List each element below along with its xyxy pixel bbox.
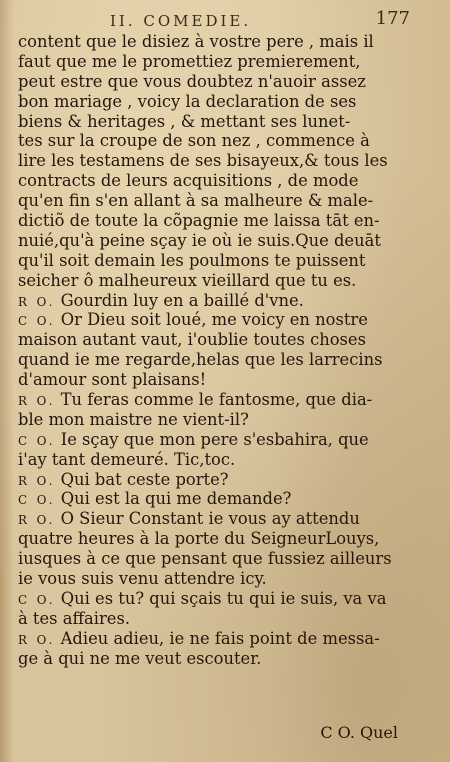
speaker-tag: C O.	[18, 433, 56, 448]
line-text: Qui bat ceste porte?	[60, 469, 229, 489]
speaker-tag: C O.	[18, 592, 56, 607]
text-line	[18, 470, 394, 490]
text-line	[18, 489, 394, 509]
line-text: dictiõ de toute la cõpagnie me laissa tāt en-	[18, 211, 380, 231]
line-text: ble mon maistre ne vient-il?	[18, 409, 249, 429]
text-line	[18, 251, 394, 271]
text-line	[18, 191, 394, 211]
line-text: quand ie me regarde,helas que les larrecins	[18, 350, 383, 370]
line-text: Tu feras comme le fantosme, que dia-	[60, 390, 373, 410]
text-line	[18, 112, 394, 132]
line-text: Qui es tu? qui sçais tu qui ie suis, va va	[60, 588, 387, 608]
line-text: nuié,qu'à peine sçay ie où ie suis.Que deuāt	[18, 230, 381, 250]
line-text: faut que me le promettiez premierement,	[18, 51, 361, 71]
line-text: d'amour sont plaisans!	[18, 370, 207, 390]
speaker-tag: C O.	[18, 493, 56, 508]
text-line	[18, 450, 394, 470]
text-line	[18, 649, 394, 669]
running-head	[110, 4, 410, 30]
text-line	[18, 330, 394, 350]
line-text: i'ay tant demeuré. Tic,toc.	[18, 449, 236, 469]
text-line	[18, 609, 394, 629]
text-line	[18, 52, 394, 72]
text-line	[18, 350, 394, 370]
line-text: ie vous suis venu attendre icy.	[18, 569, 267, 589]
line-text: tes sur la croupe de son nez , commence à	[18, 131, 370, 151]
line-text: ge à qui ne me veut escouter.	[18, 648, 262, 668]
speaker-tag: R O.	[18, 394, 56, 409]
line-text: peut estre que vous doubtez n'auoir assez	[18, 71, 366, 91]
text-line	[18, 32, 394, 52]
line-text: qu'il soit demain les poulmons te puissent	[18, 250, 366, 270]
line-text: Qui est la qui me demande?	[60, 489, 292, 509]
text-line	[18, 171, 394, 191]
text-line	[18, 231, 394, 251]
text-line	[18, 131, 394, 151]
line-text: Or Dieu soit loué, me voicy en nostre	[60, 310, 368, 330]
text-line	[18, 72, 394, 92]
line-text: contracts de leurs acquisitions , de mode	[18, 171, 359, 191]
running-title: II. COMEDIE.	[110, 12, 252, 30]
speaker-tag: R O.	[18, 473, 56, 488]
line-text: Adieu adieu, ie ne fais point de messa-	[60, 628, 380, 648]
text-line	[18, 390, 394, 410]
line-text: Gourdin luy en a baillé d'vne.	[60, 290, 304, 310]
catchword: C O. Quel	[320, 723, 398, 742]
speaker-tag: C O.	[18, 314, 56, 329]
text-line	[18, 92, 394, 112]
text-line	[18, 549, 394, 569]
text-line	[18, 370, 394, 390]
line-text: biens & heritages , & mettant ses lunet-	[18, 111, 351, 131]
line-text: iusques à ce que pensant que fussiez ailleurs	[18, 549, 392, 569]
text-line	[18, 589, 394, 609]
page-number: 177	[375, 8, 410, 29]
text-line	[18, 410, 394, 430]
line-text: seicher ô malheureux vieillard que tu es.	[18, 270, 357, 290]
text-line	[18, 569, 394, 589]
speaker-tag: R O.	[18, 632, 56, 647]
text-block	[18, 32, 398, 669]
speaker-tag: R O.	[18, 294, 56, 309]
text-line	[18, 151, 394, 171]
text-line	[18, 271, 394, 291]
text-line	[18, 291, 394, 311]
speaker-tag: R O.	[18, 513, 56, 528]
line-text: O Sieur Constant ie vous ay attendu	[60, 509, 360, 529]
line-text: lire les testamens de ses bisayeux,& tous les	[18, 151, 388, 171]
line-text: content que le disiez à vostre pere , mais il	[18, 32, 374, 51]
line-text: bon mariage , voicy la declaration de ses	[18, 91, 357, 111]
text-line	[18, 529, 394, 549]
text-line	[18, 310, 394, 330]
text-line	[18, 430, 394, 450]
text-line	[18, 509, 394, 529]
line-text: maison autant vaut, i'oublie toutes choses	[18, 330, 366, 350]
line-text: qu'en fin s'en allant à sa malheure & male-	[18, 191, 374, 211]
text-line	[18, 629, 394, 649]
line-text: quatre heures à la porte du SeigneurLouys,	[18, 529, 380, 549]
line-text: à tes affaires.	[18, 608, 131, 628]
text-line	[18, 211, 394, 231]
line-text: Ie sçay que mon pere s'esbahira, que	[60, 429, 369, 449]
